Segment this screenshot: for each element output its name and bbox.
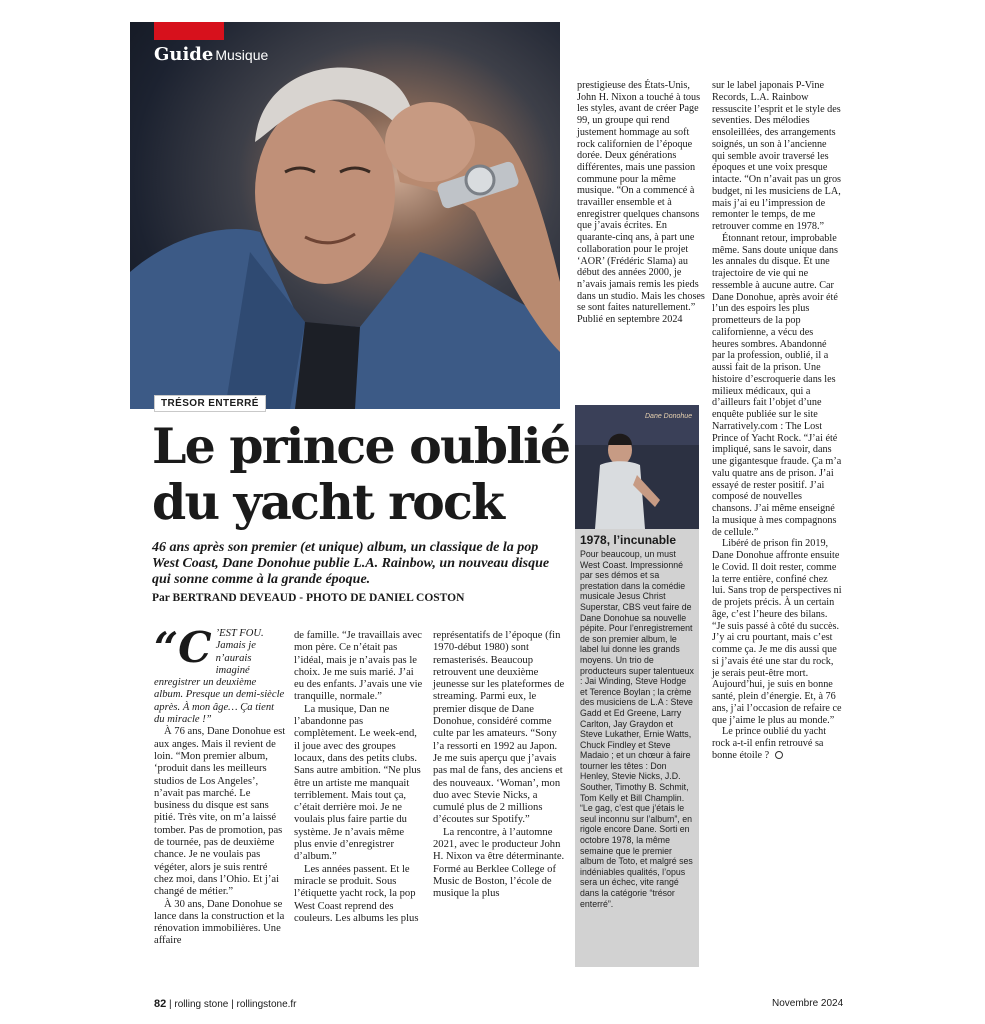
kicker-tag: TRÉSOR ENTERRÉ bbox=[154, 395, 266, 412]
article-column-4 bbox=[712, 80, 842, 762]
section-subtitle: Musique bbox=[215, 47, 269, 63]
col1-p2: À 76 ans, Dane Donohue est aux anges. Mais il revient de loin. “Mon premier album, ‘produit dans les meilleurs studios de Los Angeles’, n’avait pas marché. Le business du disque est sans pitié. Très vite, on m’a laissé tomber. Pas de promotion, pas de tournée, pas de deuxième chance. Je ne voulais pas végéter, alors je suis rentré chez moi, dans l’Ohio. Et j’ai changé de métier.” bbox=[154, 726, 286, 898]
sidebar-box bbox=[575, 405, 699, 967]
page-footer bbox=[154, 998, 297, 1010]
col2-p3: Les années passent. Et le miracle se produit. Sous l’étiquette yacht rock, la pop West Coast reprend des couleurs. Les albums les plus bbox=[294, 863, 419, 924]
hero-photo bbox=[130, 22, 560, 409]
section-title: Guide bbox=[154, 44, 214, 65]
article-column-1 bbox=[154, 623, 286, 948]
dropcap: “C bbox=[154, 623, 212, 672]
col4-p1: sur le label japonais P-Vine Records, L.A. Rainbow ressuscite l’esprit et le style des seventies. Des mélodies ensoleillées, des arrangements soignés, un son à l’ancienne qui semble avoir traversé les époques et une voix presque intacte. “On n’avait pas un gros budget, ni les musiciens de LA, mais j’ai eu l’impression de remonter le temps, de me retrouver comme en 1978.” bbox=[712, 80, 842, 232]
article-deck: 46 ans après son premier (et unique) album, un classique de la pop West Coast, Dane Donohue publie L.A. Rainbow, un nouveau disque qui sonne comme à la grande époque. bbox=[152, 540, 550, 587]
portrait-illustration bbox=[130, 22, 560, 409]
col2-p2: La musique, Dan ne l’abandonne pas complètement. Le week-end, il joue avec des groupes locaux, dans des petits clubs. Sans autre ambition. “Ne plus être un artiste me manquait terriblement. Mais tout ça, c’était derrière moi. Je ne voulais plus faire partie du système. Je n’avais même plus envie d’enregistrer d’album.” bbox=[294, 703, 421, 863]
album-cover-label: Dane Donohue bbox=[645, 413, 693, 420]
article-headline: Le prince oublié du yacht rock bbox=[152, 417, 570, 531]
col1-p3: À 30 ans, Dane Donohue se lance dans la construction et la rénovation immobilières. Une affaire bbox=[154, 898, 285, 947]
end-mark-icon bbox=[775, 751, 783, 759]
col3-top-end: Publié en septembre 2024 bbox=[577, 314, 683, 326]
col4-p4: Le prince oublié du yacht rock a-t-il enfin retrouvé sa bonne étoile ? bbox=[712, 726, 827, 761]
col2-p1: de famille. “Je travaillais avec mon père. Ce n’était pas l’idéal, mais je n’avais pas le choix. Je me suis marié. J’ai eu des enfants. J’avais une vie tranquille, normale.” bbox=[294, 630, 423, 703]
article-column-3 bbox=[433, 630, 567, 901]
article-column-3-top bbox=[577, 80, 705, 326]
issue-date: Novembre 2024 bbox=[772, 998, 844, 1009]
article-column-2 bbox=[294, 630, 424, 925]
col3-p1: représentatifs de l’époque (fin 1970-début 1980) sont remasterisés. Beaucoup retrouvent une deuxième jeunesse sur les plateformes de streaming. Parmi eux, le premier disque de Dane Donohue, considéré comme culte par les amateurs. “Sony l’a ressorti en 1992 au Japon. Je me suis aperçu que j’avais pas mal de fans, des anciens et des nouveaux. ‘Woman’, mon duo avec Stevie Nicks, a cumulé plus de 2 millions d’écoutes sur Spotify.” bbox=[433, 630, 565, 826]
section-label bbox=[154, 44, 268, 65]
page-number: 82 bbox=[154, 998, 167, 1010]
sidebar-text: Pour beaucoup, un must West Coast. Impressionné par ses démos et sa prestation dans la comédie musicale Jesus Christ Superstar, CBS veut faire de Dane Donohue sa nouvelle pépite. Pour l’enregistrement de son premier album, le label lui donne les grands moyens. Un trio de producteurs super talentueux : Jai Winding, Steve Hodge et Terence Boylan ; la crème des musiciens de L.A : Steve Gadd et Ed Greene, Larry Carlton, Jay Graydon et Steve Lukather, Ernie Watts, Chuck Findley et Steve Madaio ; et un chœur à faire tourner les têtes : Don Henley, Stevie Nicks, J.D. Souther, Timothy B. Schmit, Tom Kelly et Bill Champlin. “Le gag, c’est que j’étais le seul inconnu sur l’album”, en rigole encore Dane. Sorti en octobre 1978, la même semaine que le premier album de Toto, et malgré ses indéniables qualités, l’opus sera un échec, vite rangé dans la catégorie “trésor enterré”. bbox=[580, 549, 694, 909]
album-cover bbox=[575, 405, 699, 529]
col4-p2: Étonnant retour, improbable même. Sans doute unique dans les annales du disque. Et une trajectoire de vie qui ne ressemble à aucune autre. Car Dane Donohue, après avoir été l’un des espoirs les plus prometteurs de la pop californienne, a vécu des heures sombres. Abandonné par la profession, oublié, il a aussi fait de la prison. Une histoire d’escroquerie dans les milieux médicaux, qui a d’ailleurs fait l’objet d’une enquête publiée sur le site Narratively.com : The Lost Prince of Yacht Rock. “J’ai été impliqué, sans le savoir, dans une gigantesque fraude. Ça m’a valu quatre ans de prison. J’ai essayé de rester positif. J’ai composé de nouvelles chansons. J’ai même enseigné la musique à mes compagnons de cellule.” bbox=[712, 232, 842, 538]
col4-p3: Libéré de prison fin 2019, Dane Donohue affronte ensuite le Covid. Il doit rester, comme la terre entière, confiné chez lui. Sans trop de perspectives ni de projets précis. À un certain âge, c’est l’heure des bilans. “Je suis passé à côté du succès. J’y ai cru pourtant, mais c’est comme ça. Je me dis aussi que si j’avais été une star du rock, je serais peut-être mort. Aujourd’hui, je suis en bonne santé, plein d’énergie. Et, à 76 ans, j’ai l’occasion de refaire ce que j’aime le plus au monde.” bbox=[712, 538, 842, 726]
col3-p2: La rencontre, à l’automne 2021, avec le producteur John H. Nixon va être déterminante. Formé au Berklee College of Music de Boston, l’école de musique la plus bbox=[433, 826, 565, 900]
magazine-name: | rolling stone | rollingstone.fr bbox=[169, 999, 297, 1010]
byline: Par BERTRAND DEVEAUD - PHOTO DE DANIEL COSTON bbox=[152, 592, 465, 604]
album-cover-illustration bbox=[575, 405, 699, 529]
col3-top: prestigieuse des États-Unis, John H. Nixon a touché à tous les styles, avant de créer Page 99, un groupe qui rend justement hommage au soft rock californien de l’époque dorée. Deux générations différentes, mais une passion commune pour la même musique. “On a commencé à travailler ensemble et à enregistrer quelques chansons que j’avais écrites. En quarante-cinq ans, à part une collaboration pour le projet ‘AOR’ (Frédéric Slama) au début des années 2000, je n’avais jamais remis les pieds dans un studio. Mais les choses se sont faites naturellement.” bbox=[577, 80, 705, 314]
col1-p1: ’EST FOU. Jamais je n’aurais imaginé enregistrer un deuxième album. Presque un demi-siècle après. À mon âge… Ça tient du miracle !” bbox=[154, 628, 285, 726]
section-color-bar bbox=[154, 22, 224, 40]
sidebar-title: 1978, l’incunable bbox=[580, 533, 677, 547]
